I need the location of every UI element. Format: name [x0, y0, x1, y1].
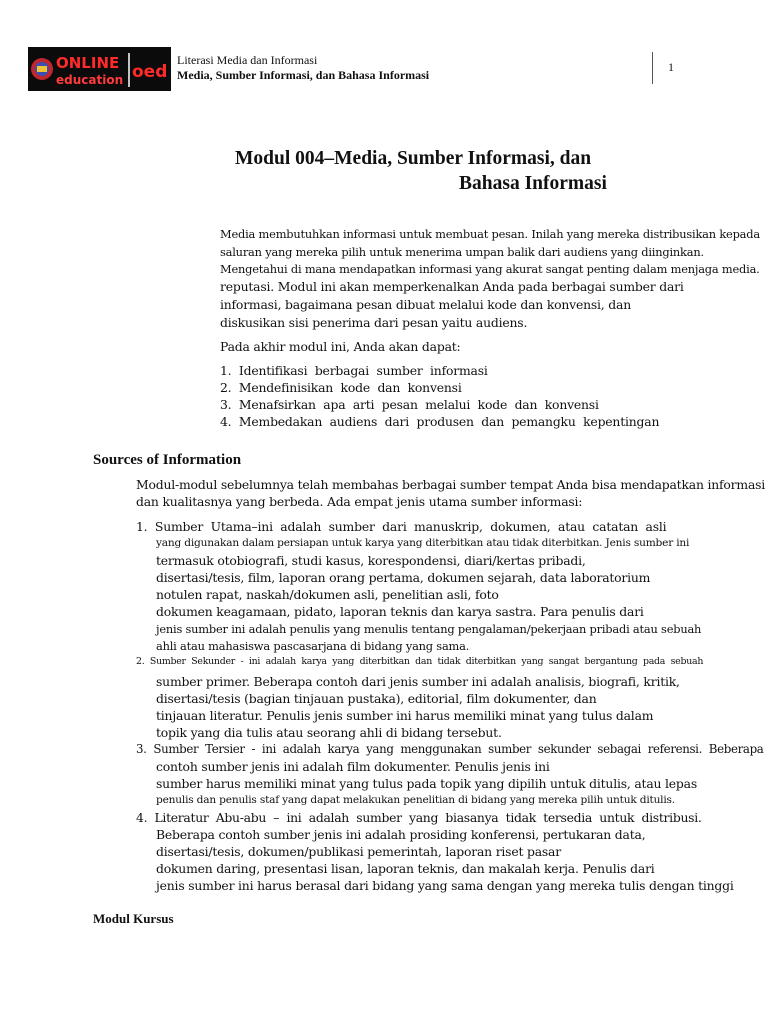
source-line: topik yang dia tulis atau seorang ahli di bidang tersebut.: [156, 725, 502, 740]
module-title-line-2: Bahasa Informasi: [459, 173, 607, 194]
source-line: dokumen daring, presentasi lisan, laporan teknis, dan makalah kerja. Penulis dari: [156, 861, 655, 876]
source-line: disertasi/tesis (bagian tinjauan pustaka), editorial, film dokumenter, dan: [156, 691, 597, 706]
source-line: termasuk otobiografi, studi kasus, korespondensi, diari/kertas pribadi,: [156, 553, 586, 568]
logo-mark-oed: oed: [132, 62, 168, 82]
objective-item: 4. Membedakan audiens dari produsen dan pemangku kepentingan: [220, 414, 660, 429]
section-heading-modul-kursus: Modul Kursus: [93, 911, 174, 926]
source-line: sumber harus memiliki minat yang tulus pada topik yang dipilih untuk ditulis, atau lepas: [156, 776, 698, 791]
source-line: tinjauan literatur. Penulis jenis sumber ini harus memiliki minat yang tulus dalam: [156, 708, 654, 723]
source-line: ahli atau mahasiswa pascasarjana di bidang yang sama.: [156, 639, 470, 653]
objective-item: 1. Identifikasi berbagai sumber informasi: [220, 363, 488, 378]
source-item-grey-literature: 4. Literatur Abu-abu – ini adalah sumber yang biasanya tidak tersedia untuk distribusi.: [136, 810, 702, 825]
intro-line: saluran yang mereka pilih untuk menerima umpan balik dari audiens yang diinginkan.: [220, 245, 704, 259]
sources-intro-line: dan kualitasnya yang berbeda. Ada empat jenis utama sumber informasi:: [136, 494, 583, 509]
logo-text-online: ONLINE: [56, 54, 120, 72]
objective-item: 3. Menafsirkan apa arti pesan melalui kode dan konvensi: [220, 397, 599, 412]
source-line: disertasi/tesis, film, laporan orang pertama, dokumen sejarah, data laboratorium: [156, 570, 651, 585]
source-item-secondary: 2. Sumber Sekunder - ini adalah karya yang diterbitkan dan tidak diterbitkan yang sangat bergantung pada sebuah: [136, 656, 704, 667]
logo-text-education: education: [56, 73, 124, 87]
source-line: contoh sumber jenis ini adalah film dokumenter. Penulis jenis ini: [156, 759, 550, 774]
source-line: dokumen keagamaan, pidato, laporan teknis dan karya sastra. Para penulis dari: [156, 604, 644, 619]
source-line: penulis dan penulis staf yang dapat melakukan penelitian di bidang yang mereka pilih untuk ditulis.: [156, 794, 675, 806]
sources-intro-line: Modul-modul sebelumnya telah membahas berbagai sumber tempat Anda bisa mendapatkan informasi: [136, 477, 766, 492]
intro-line: informasi, bagaimana pesan dibuat melalui kode dan konvensi, dan: [220, 297, 631, 312]
online-education-logo: [28, 47, 171, 91]
source-line: disertasi/tesis, dokumen/publikasi pemerintah, laporan riset pasar: [156, 844, 561, 859]
source-item-tertiary: 3. Sumber Tersier - ini adalah karya yang menggunakan sumber sekunder sebagai referensi. Beberapa: [136, 742, 764, 756]
section-heading-sources: Sources of Information: [93, 452, 242, 468]
source-line: Beberapa contoh sumber jenis ini adalah prosiding konferensi, pertukaran data,: [156, 827, 646, 842]
source-line: yang digunakan dalam persiapan untuk karya yang diterbitkan atau tidak diterbitkan. Jenis sumber ini: [156, 537, 690, 549]
intro-line: Mengetahui di mana mendapatkan informasi yang akurat sangat penting dalam menjaga media.: [220, 262, 760, 276]
intro-line: Media membutuhkan informasi untuk membuat pesan. Inilah yang mereka distribusikan kepada: [220, 227, 760, 241]
header-course-title: Literasi Media dan Informasi: [177, 53, 318, 67]
intro-line: reputasi. Modul ini akan memperkenalkan Anda pada berbagai sumber dari: [220, 279, 684, 294]
source-line: sumber primer. Beberapa contoh dari jenis sumber ini adalah analisis, biografi, kritik,: [156, 674, 680, 689]
header-divider: [652, 52, 653, 84]
objectives-intro: Pada akhir modul ini, Anda akan dapat:: [220, 339, 461, 354]
header-module-subtitle: Media, Sumber Informasi, dan Bahasa Informasi: [177, 68, 430, 82]
module-title-line-1: Modul 004–Media, Sumber Informasi, dan: [235, 148, 592, 169]
source-line: jenis sumber ini harus berasal dari bidang yang sama dengan yang mereka tulis dengan tinggi: [156, 878, 734, 893]
source-item-primary: 1. Sumber Utama–ini adalah sumber dari manuskrip, dokumen, atau catatan asli: [136, 519, 667, 534]
source-line: jenis sumber ini adalah penulis yang menulis tentang pengalaman/pekerjaan pribadi atau sebuah: [156, 622, 702, 636]
source-line: notulen rapat, naskah/dokumen asli, penelitian asli, foto: [156, 587, 499, 602]
intro-line: diskusikan sisi penerima dari pesan yaitu audiens.: [220, 315, 528, 330]
page-number: 1: [668, 60, 674, 74]
objective-item: 2. Mendefinisikan kode dan konvensi: [220, 380, 462, 395]
